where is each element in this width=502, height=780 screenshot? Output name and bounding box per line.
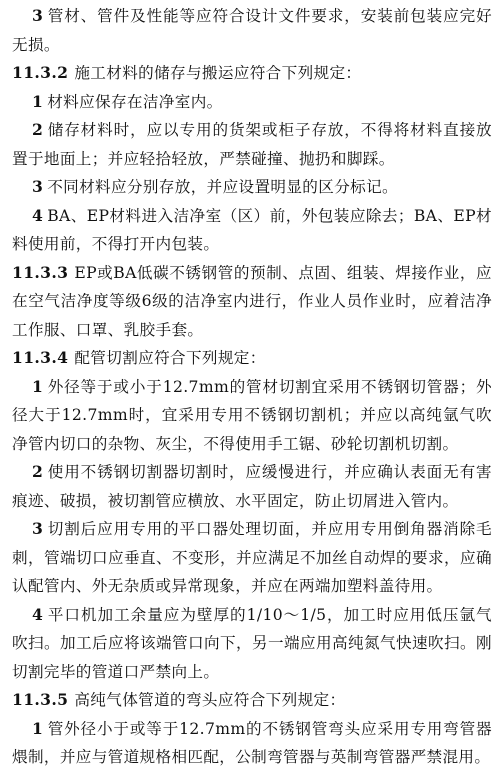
list-item [12,202,492,259]
item-text: 外径等于或小于12.7mm的管材切割宜采用不锈钢切管器；外径大于12.7mm时，宜采用专用不锈钢切割机；并应以高纯氩气吹净管内切口的杂物、灰尘，不得使用手工锯、砂轮切割机切割。 [12,377,492,453]
clause-text: 配管切割应符合下列规定： [74,349,266,367]
clause-number: 11.3.4 [12,348,69,367]
clause-text: 施工材料的储存与搬运应符合下列规定： [74,64,362,82]
item-text: 管外径小于或等于12.7mm的不锈钢管弯头应采用专用弯管器煨制，并应与管道规格相匹配，公制弯管器与英制弯管器严禁混用。 [12,719,492,766]
item-number: 1 [32,718,44,738]
clause-number: 11.3.5 [12,690,69,709]
item-number: 3 [32,6,44,25]
item-text: 储存材料时，应以专用的货架或柜子存放，不得将材料直接放置于地面上；并应轻拾轻放，严禁碰撞、抛扔和脚踩。 [12,121,492,168]
list-item [12,173,492,202]
clause-heading [12,686,492,715]
item-text: 管材、管件及性能等应符合设计文件要求，安装前包装应完好无损。 [12,7,492,54]
item-text: 使用不锈钢切割器切割时，应缓慢进行，并应确认表面无有害痕迹、破损，被切割管应横放、水平固定，防止切屑进入管内。 [12,463,492,510]
item-text: 材料应保存在洁净室内。 [47,92,223,111]
clause-text: 高纯气体管道的弯头应符合下列规定： [74,691,346,709]
list-item [12,88,492,117]
list-item [12,2,492,59]
item-number: 1 [32,376,44,396]
clause-heading [12,344,492,373]
item-text: BA、EP材料进入洁净室（区）前，外包装应除去；BA、EP材料使用前，不得打开内包装。 [12,206,492,253]
list-item [12,515,492,601]
clause-paragraph [12,259,492,345]
list-item [12,373,492,459]
item-number: 2 [32,462,44,481]
list-item [12,715,492,772]
list-item [12,458,492,515]
item-text: 不同材料应分别存放，并应设置明显的区分标记。 [47,178,398,196]
item-number: 3 [32,519,44,538]
item-number: 3 [32,177,44,196]
clause-number: 11.3.2 [12,63,69,82]
clause-number: 11.3.3 [12,262,69,282]
item-number: 4 [32,604,44,624]
item-text: 平口机加工余量应为壁厚的1/10～1/5，加工时应用低压氩气吹扫。加工后应将该端管口向下，另一端应用高纯氮气快速吹扫。刚切割完毕的管道口严禁向上。 [12,605,492,681]
clause-heading [12,59,492,88]
list-item [12,116,492,173]
item-number: 4 [32,205,44,225]
item-text: 切割后应用专用的平口器处理切面，并应用专用倒角器消除毛刺，管端切口应垂直、不变形，并应满足不加丝自动焊的要求，应确认配管内、外无杂质或异常现象，并应在两端加塑料盖待用。 [12,520,492,595]
item-number: 2 [32,120,44,139]
list-item [12,601,492,687]
item-number: 1 [32,91,44,111]
clause-text: EP或BA低碳不锈钢管的预制、点固、组装、焊接作业，应在空气洁净度等级6级的洁净室内进行，作业人员作业时，应着洁净工作服、口罩、乳胶手套。 [12,263,492,339]
